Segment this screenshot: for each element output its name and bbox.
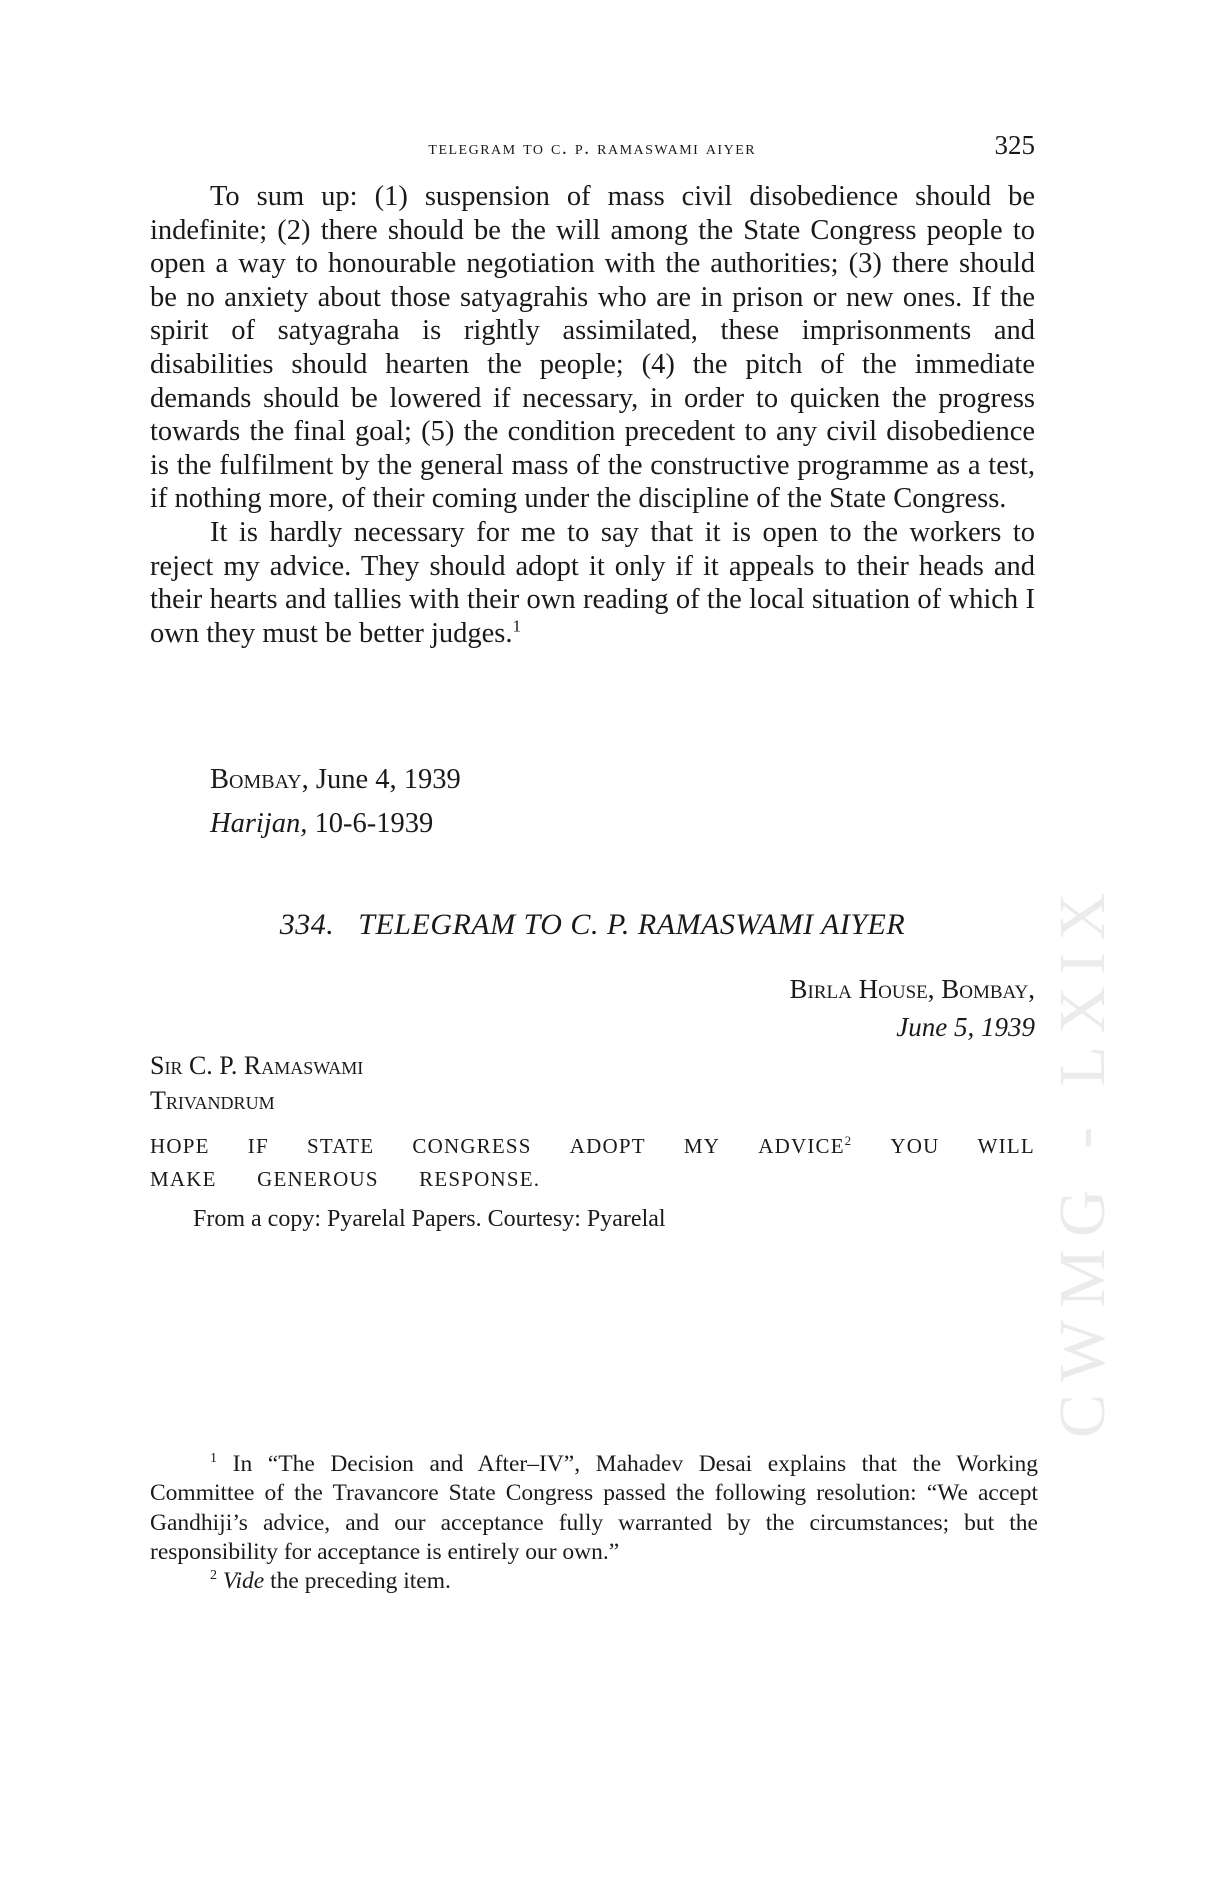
- addressee: [150, 1048, 363, 1118]
- dateline-date: June 4, 1939: [315, 764, 461, 795]
- date-line: June 5, 1939: [896, 1012, 1035, 1042]
- footnote-ref-1: 1: [512, 616, 522, 636]
- footnote-2-text: the preceding item.: [270, 1568, 451, 1595]
- footnote-1: [150, 1450, 1038, 1567]
- running-head: [150, 130, 1035, 161]
- dateline-place: Bombay,: [210, 764, 309, 795]
- place-date: [790, 970, 1035, 1046]
- telegram-word: ADOPT: [569, 1134, 646, 1158]
- document-number: 334.: [279, 908, 335, 941]
- telegram-word: IF: [247, 1134, 269, 1158]
- telegram-line-1: [150, 1130, 1035, 1163]
- document-title: TELEGRAM TO C. P. RAMASWAMI AIYER: [358, 908, 906, 941]
- footnote-1-mark: 1: [210, 1450, 218, 1467]
- paragraph-advice-text: It is hardly necessary for me to say that it is open to the workers to reject my advice. They should adopt it only if it appeals to their heads and their hearts and tallies with their own reading of the local situation of which I own they must be better judges.: [150, 516, 1035, 649]
- body-text: [150, 180, 1035, 650]
- telegram-word: HOPE: [150, 1134, 210, 1158]
- telegram-word: STATE: [306, 1134, 375, 1158]
- telegram-word: YOU: [890, 1134, 940, 1158]
- telegram-word: WILL: [977, 1134, 1035, 1158]
- telegram-word: CONGRESS: [412, 1134, 532, 1158]
- footnotes: [150, 1450, 1038, 1596]
- source-date: 10-6-1939: [314, 808, 434, 839]
- footnote-1-text: In “The Decision and After–IV”, Mahadev Desai explains that the Working Committee of the Travancore State Congress passed the following resolution: “We accept Gandhiji’s advice, and our acceptance fully warranted by the circumstances; but the responsibility for acceptance is entirely our own.”: [150, 1451, 1039, 1565]
- paragraph-advice: [150, 516, 1035, 650]
- telegram-word-advice: [758, 1130, 852, 1163]
- source-citation: [210, 808, 433, 840]
- telegram-word: RESPONSE.: [419, 1167, 541, 1191]
- copy-source: From a copy: Pyarelal Papers. Courtesy: Pyarelal: [193, 1206, 666, 1232]
- source-publication: Harijan,: [210, 808, 308, 839]
- telegram-word: ADVICE: [758, 1134, 845, 1158]
- addressee-name: Sir C. P. Ramaswami: [150, 1051, 364, 1080]
- telegram-line-2: [150, 1163, 1035, 1196]
- footnote-2-vide: Vide: [222, 1568, 265, 1595]
- document-heading: [150, 908, 1035, 942]
- running-title: telegram to c. p. ramaswami aiyer: [428, 137, 757, 159]
- footnote-2-mark: 2: [210, 1567, 218, 1584]
- page-number: 325: [994, 130, 1035, 160]
- telegram-word: MAKE: [150, 1167, 217, 1191]
- footnote-2: [150, 1567, 1038, 1596]
- place-line: Birla House, Bombay,: [789, 974, 1035, 1004]
- telegram-word: MY: [683, 1134, 721, 1158]
- telegram-text: [150, 1130, 1035, 1196]
- footnote-ref-2: 2: [844, 1134, 853, 1148]
- telegram-word: GENEROUS: [257, 1167, 379, 1191]
- addressee-city: Trivandrum: [150, 1086, 275, 1115]
- dateline: [210, 764, 461, 796]
- watermark: CWMG - LXIX: [1046, 880, 1119, 1438]
- paragraph-summary: To sum up: (1) suspension of mass civil disobedience should be indefinite; (2) there should be the will among the State Congress people to open a way to honourable negotiation with the authorities; (3) there should be no anxiety about those satyagrahis who are in prison or new ones. If the spirit of satyagraha is rightly assimilated, these imprisonments and disabilities should hearten the people; (4) the pitch of the immediate demands should be lowered if necessary, in order to quicken the progress towards the final goal; (5) the condition precedent to any civil disobedience is the fulfilment by the general mass of the constructive programme as a test, if nothing more, of their coming under the discipline of the State Congress.: [150, 181, 1035, 515]
